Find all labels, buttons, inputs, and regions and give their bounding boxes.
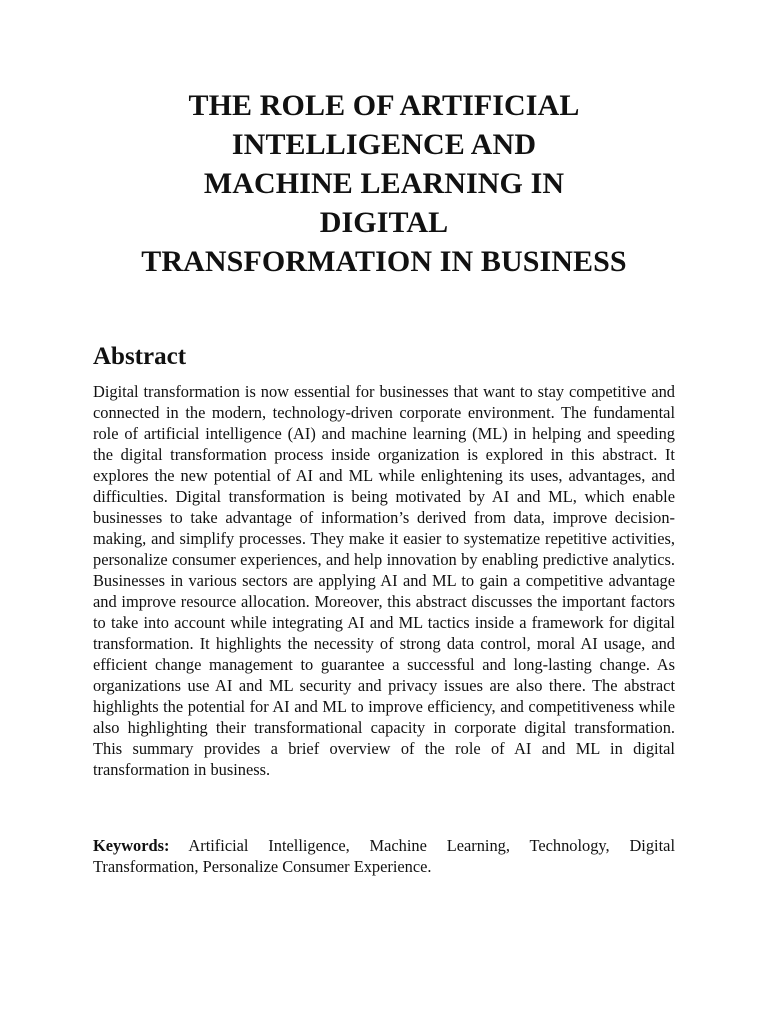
paper-title <box>60 86 708 281</box>
title-line-2: INTELLIGENCE AND <box>231 128 537 161</box>
abstract-heading: Abstract <box>93 343 187 370</box>
keywords-label: Keywords: <box>93 836 170 855</box>
title-line-5: TRANSFORMATION IN BUSINESS <box>141 245 627 278</box>
abstract-body: Digital transformation is now essential for businesses that want to stay competitive and connected in the modern, technology-driven corporate environment. The fundamental role of artificial intelligence (AI) and machine learning (ML) in helping and speeding the digital transformation process inside organization is explored in this abstract. It explores the new potential of AI and ML while enlightening its uses, advantages, and difficulties. Digital transformation is being motivated by AI and ML, which enable businesses to take advantage of information’s derived from data, improve decision-making, and simplify processes. They make it easier to systematize repetitive activities, personalize consumer experiences, and help innovation by enabling predictive analytics. Businesses in various sectors are applying AI and ML to gain a competitive advantage and improve resource allocation. Moreover, this abstract discusses the important factors to take into account while integrating AI and ML tactics inside a framework for digital transformation. It highlights the necessity of strong data control, moral AI usage, and efficient change management to guarantee a successful and long-lasting change. As organizations use AI and ML security and privacy issues are also there. The abstract highlights the potential for AI and ML to improve efficiency, and competitiveness while also highlighting their transformational capacity in corporate digital transformation. This summary provides a brief overview of the role of AI and ML in digital transformation in business. <box>93 382 675 779</box>
title-line-4: DIGITAL <box>319 206 449 239</box>
title-line-1: THE ROLE OF ARTIFICIAL <box>188 89 580 122</box>
keywords-text: Artificial Intelligence, Machine Learning, Technology, Digital Transformation, Personalize Consumer Experience. <box>93 836 675 876</box>
keywords-paragraph <box>93 835 675 877</box>
title-line-3: MACHINE LEARNING IN <box>203 167 565 200</box>
